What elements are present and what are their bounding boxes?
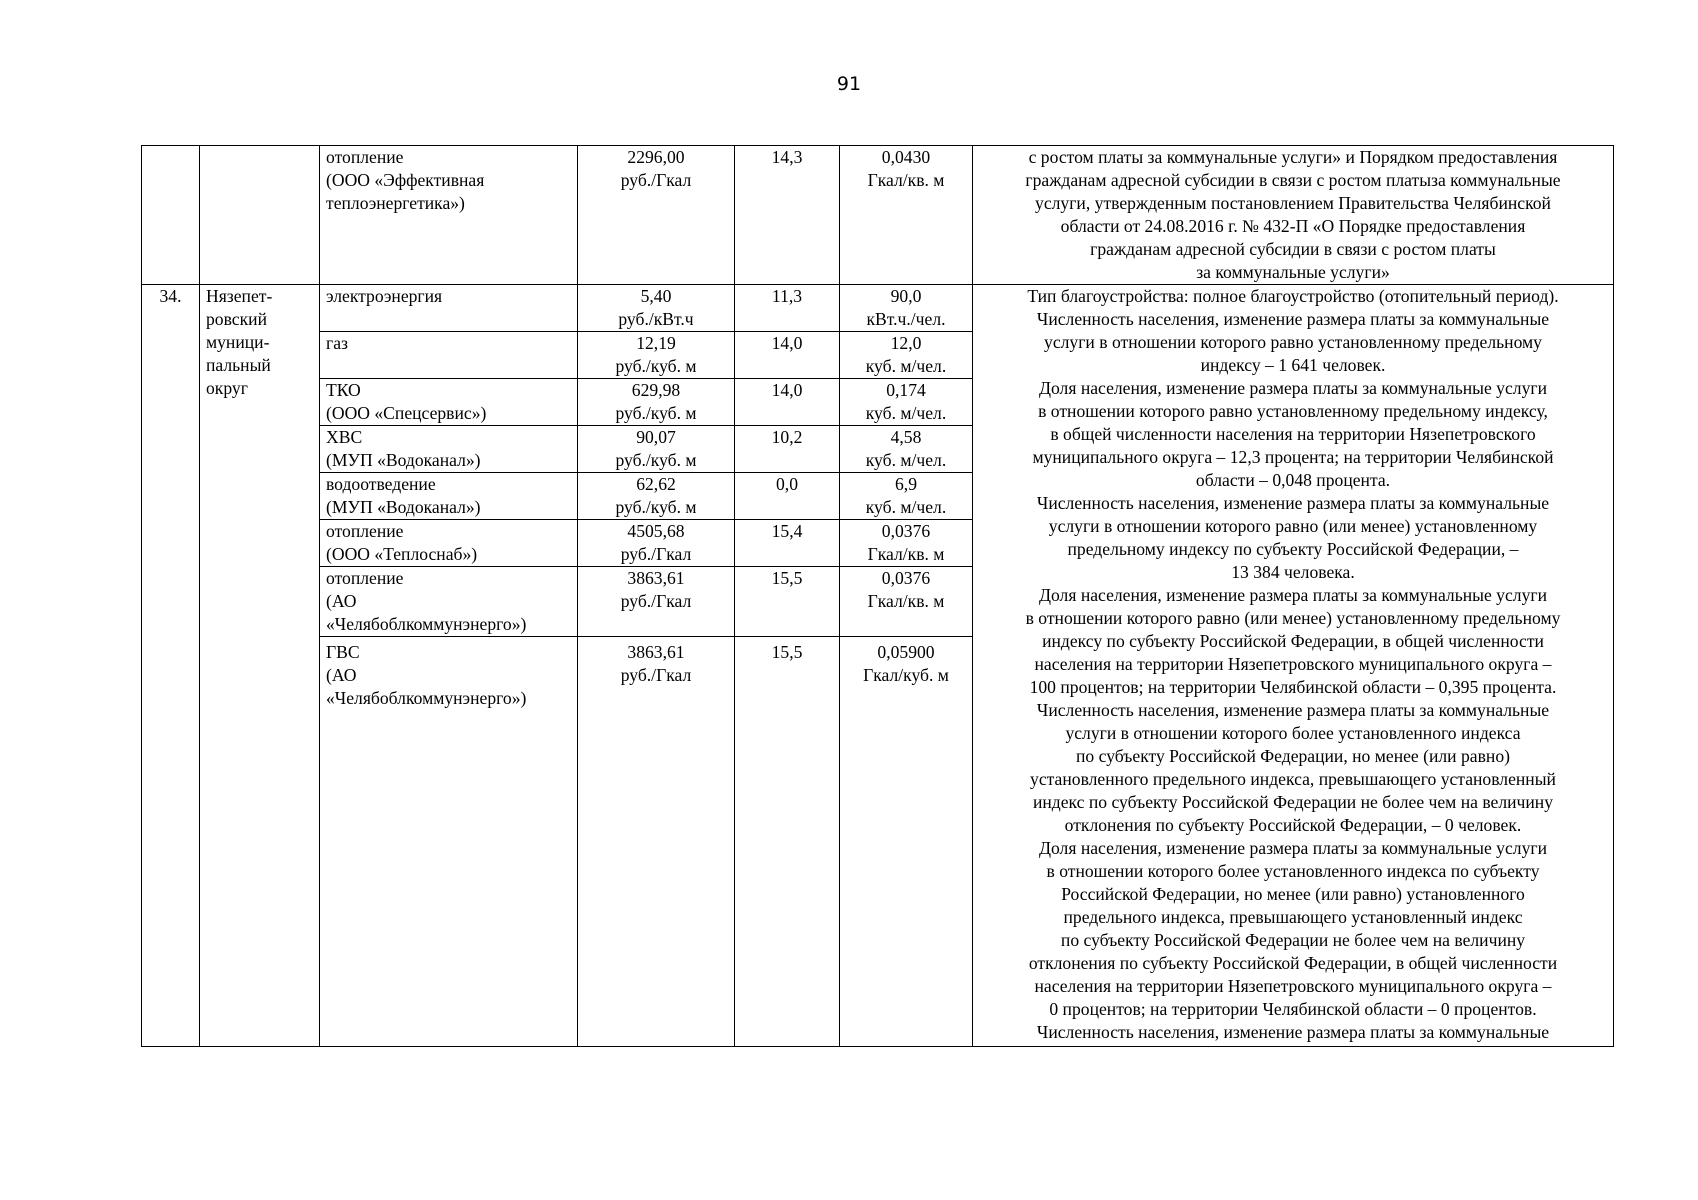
norm-value: 90,0 xyxy=(890,286,922,306)
description-line: Численность населения, изменение размера платы за коммунальные xyxy=(1036,309,1550,329)
index-cell xyxy=(735,426,840,473)
description-line: услуги в отношении которого равно (или менее) установленному xyxy=(1048,516,1538,536)
description-line: предельному индексу по субъекту Российской Федерации, – xyxy=(1067,539,1519,559)
page-number: 91 xyxy=(836,73,862,95)
entry-name-line: пальный xyxy=(206,355,271,375)
index-cell xyxy=(735,146,840,285)
service-name-line: (ООО «Теплоснаб») xyxy=(326,544,478,564)
service-name-line: отопление xyxy=(326,521,404,541)
entry-name-line: Нязепет- xyxy=(206,286,273,306)
description-line: за коммунальные услуги» xyxy=(1196,262,1390,282)
service-name-line: (МУП «Водоканал») xyxy=(326,450,481,470)
norm-value: 12,0 xyxy=(890,333,922,353)
description-line: муниципального округа – 12,3 процента; на территории Челябинской xyxy=(1032,447,1554,467)
norm-unit: куб. м/чел. xyxy=(865,356,947,376)
description-cell xyxy=(973,285,1614,1047)
norm-cell xyxy=(840,637,973,1047)
index-value: 14,3 xyxy=(771,147,803,167)
service-name-cell xyxy=(320,285,578,332)
tariff-unit: руб./Гкал xyxy=(620,170,692,190)
description-line: в общей численности населения на территории Нязепетровского xyxy=(1050,424,1536,444)
description-line: отклонения по субъекту Российской Федерации, в общей численности xyxy=(1028,953,1558,973)
description-line: предельного индекса, превышающего установленный индекс xyxy=(1063,907,1523,927)
description-line: в отношении которого равно (или менее) установленному предельному xyxy=(1025,608,1561,628)
tariff-unit: руб./Гкал xyxy=(620,665,692,685)
norm-cell xyxy=(840,285,973,332)
description-line: индекс по субъекту Российской Федерации не более чем на величину xyxy=(1032,792,1554,812)
index-value: 15,5 xyxy=(771,642,803,662)
tariff-value: 12,19 xyxy=(636,333,676,353)
norm-unit: куб. м/чел. xyxy=(865,450,947,470)
description-line: отклонения по субъекту Российской Федерации, – 0 человек. xyxy=(1064,815,1522,835)
tariff-value: 5,40 xyxy=(640,286,672,306)
norm-cell xyxy=(840,146,973,285)
norm-unit: Гкал/кв. м xyxy=(867,591,945,611)
description-line: 0 процентов; на территории Челябинской области – 0 процентов. xyxy=(1049,999,1537,1019)
description-line: гражданам адресной субсидии в связи с ростом платы xyxy=(1090,239,1496,259)
description-line: Тип благоустройства: полное благоустройство (отопительный период). xyxy=(1027,286,1559,306)
tariff-value: 629,98 xyxy=(631,380,681,400)
description-line: в отношении которого равно установленному предельному индексу, xyxy=(1038,401,1548,421)
norm-unit: куб. м/чел. xyxy=(865,403,947,423)
service-name-line: «Челябоблкоммунэнерго») xyxy=(326,614,527,634)
service-name-cell xyxy=(320,426,578,473)
description-line: 13 384 человека. xyxy=(1231,562,1355,582)
norm-unit: кВт.ч./чел. xyxy=(866,309,946,329)
index-cell xyxy=(735,332,840,379)
tariff-cell xyxy=(578,473,735,520)
tariff-unit: руб./Гкал xyxy=(620,544,692,564)
description-line: услуги в отношении которого равно установленному предельному xyxy=(1044,332,1542,352)
tariff-unit: руб./куб. м xyxy=(615,403,697,423)
service-name-line: (МУП «Водоканал») xyxy=(326,497,481,517)
service-name-cell xyxy=(320,332,578,379)
description-line: индексу по субъекту Российской Федерации, в общей численности xyxy=(1042,631,1544,651)
description-line: Численность населения, изменение размера платы за коммунальные xyxy=(1036,1022,1550,1042)
continued-row xyxy=(142,146,1614,285)
service-name-cell xyxy=(320,473,578,520)
norm-cell xyxy=(840,473,973,520)
service-name-line: ТКО xyxy=(326,380,361,400)
tariff-value: 2296,00 xyxy=(627,147,685,167)
description-line: 100 процентов; на территории Челябинской области – 0,395 процента. xyxy=(1029,677,1557,697)
description-line: с ростом платы за коммунальные услуги» и Порядком предоставления xyxy=(1028,147,1558,167)
tariff-cell xyxy=(578,426,735,473)
service-name-line: электроэнергия xyxy=(326,286,443,306)
entry-number-cell xyxy=(142,146,200,285)
tariff-value: 62,62 xyxy=(636,474,676,494)
service-name-line: (АО xyxy=(326,665,357,685)
service-name-line: (ООО «Спецсервис») xyxy=(326,403,487,423)
index-cell xyxy=(735,637,840,1047)
description-line: гражданам адресной субсидии в связи с ростом платыза коммунальные xyxy=(1025,170,1561,190)
tariff-value: 3863,61 xyxy=(627,642,685,662)
index-value: 15,4 xyxy=(771,521,803,541)
description-line: в отношении которого более установленного индекса по субъекту xyxy=(1046,861,1540,881)
norm-value: 0,174 xyxy=(886,380,926,400)
description-line: Численность населения, изменение размера платы за коммунальные xyxy=(1036,700,1550,720)
service-name-line: (АО xyxy=(326,591,357,611)
entry-name-cell xyxy=(200,285,320,1047)
description-line: установленного предельного индекса, превышающего установленный xyxy=(1030,769,1556,789)
description-line: Доля населения, изменение размера платы за коммунальные услуги xyxy=(1038,585,1547,605)
tariff-unit: руб./Гкал xyxy=(620,591,692,611)
index-cell xyxy=(735,520,840,567)
norm-cell xyxy=(840,567,973,637)
service-name-line: отопление xyxy=(326,147,404,167)
service-name-line: газ xyxy=(326,333,348,353)
entry-name-line: муници- xyxy=(206,332,270,352)
norm-value: 0,0430 xyxy=(881,147,931,167)
norm-value: 6,9 xyxy=(895,474,917,494)
tariff-unit: руб./куб. м xyxy=(615,497,697,517)
index-value: 11,3 xyxy=(771,286,803,306)
service-name-cell xyxy=(320,379,578,426)
entry-number-cell xyxy=(142,285,200,1047)
tariff-table xyxy=(141,145,1614,1047)
entry-name-cell xyxy=(200,146,320,285)
norm-unit: Гкал/кв. м xyxy=(867,170,945,190)
service-name-cell xyxy=(320,567,578,637)
description-line: услуги в отношении которого более установленного индекса xyxy=(1065,723,1521,743)
description-line: услуги, утвержденным постановлением Правительства Челябинской xyxy=(1035,193,1551,213)
index-cell xyxy=(735,473,840,520)
norm-value: 0,0376 xyxy=(881,521,931,541)
tariff-cell xyxy=(578,567,735,637)
index-cell xyxy=(735,285,840,332)
service-name-line: отопление xyxy=(326,568,404,588)
tariff-unit: руб./куб. м xyxy=(615,356,697,376)
description-line: населения на территории Нязепетровского муниципального округа – xyxy=(1034,976,1552,996)
norm-unit: Гкал/куб. м xyxy=(863,665,949,685)
tariff-cell xyxy=(578,285,735,332)
norm-cell xyxy=(840,426,973,473)
service-name-line: теплоэнергетика») xyxy=(326,193,465,213)
norm-value: 0,05900 xyxy=(877,642,935,662)
entry-name-line: округ xyxy=(206,378,248,398)
service-name-line: ГВС xyxy=(326,642,360,662)
service-name-cell xyxy=(320,520,578,567)
norm-unit: куб. м/чел. xyxy=(865,497,947,517)
index-value: 0,0 xyxy=(776,474,798,494)
service-name-line: водоотведение xyxy=(326,474,436,494)
service-row xyxy=(142,285,1614,332)
tariff-cell xyxy=(578,520,735,567)
description-line: Численность населения, изменение размера платы за коммунальные xyxy=(1036,493,1550,513)
tariff-unit: руб./куб. м xyxy=(615,450,697,470)
tariff-cell xyxy=(578,332,735,379)
description-line: Российской Федерации, но менее (или равно) установленного xyxy=(1061,884,1525,904)
index-value: 14,0 xyxy=(771,333,803,353)
tariff-value: 4505,68 xyxy=(627,521,685,541)
tariff-value: 3863,61 xyxy=(627,568,685,588)
description-cell xyxy=(973,146,1614,285)
index-value: 15,5 xyxy=(771,568,803,588)
tariff-unit: руб./кВт.ч xyxy=(618,309,694,329)
norm-value: 4,58 xyxy=(890,427,922,447)
tariff-cell xyxy=(578,146,735,285)
norm-cell xyxy=(840,332,973,379)
description-line: Доля населения, изменение размера платы за коммунальные услуги xyxy=(1038,838,1547,858)
tariff-cell xyxy=(578,379,735,426)
norm-unit: Гкал/кв. м xyxy=(867,544,945,564)
norm-value: 0,0376 xyxy=(881,568,931,588)
service-name-cell xyxy=(320,146,578,285)
service-name-line: (ООО «Эффективная xyxy=(326,170,485,190)
tariff-cell xyxy=(578,637,735,1047)
index-cell xyxy=(735,379,840,426)
description-line: по субъекту Российской Федерации не более чем на величину xyxy=(1060,930,1526,950)
service-name-line: ХВС xyxy=(326,427,363,447)
description-line: индексу – 1 641 человек. xyxy=(1200,355,1386,375)
service-name-line: «Челябоблкоммунэнерго») xyxy=(326,688,527,708)
index-value: 14,0 xyxy=(771,380,803,400)
description-line: по субъекту Российской Федерации, но менее (или равно) xyxy=(1076,746,1510,766)
entry-number: 34. xyxy=(159,286,182,306)
tariff-value: 90,07 xyxy=(636,427,676,447)
norm-cell xyxy=(840,520,973,567)
description-line: Доля населения, изменение размера платы за коммунальные услуги xyxy=(1038,378,1547,398)
index-value: 10,2 xyxy=(771,427,803,447)
description-line: населения на территории Нязепетровского муниципального округа – xyxy=(1034,654,1552,674)
entry-name-line: ровский xyxy=(206,309,267,329)
norm-cell xyxy=(840,379,973,426)
description-line: области – 0,048 процента. xyxy=(1195,470,1391,490)
service-name-cell xyxy=(320,637,578,1047)
description-line: области от 24.08.2016 г. № 432-П «О Порядке предоставления xyxy=(1060,216,1526,236)
index-cell xyxy=(735,567,840,637)
